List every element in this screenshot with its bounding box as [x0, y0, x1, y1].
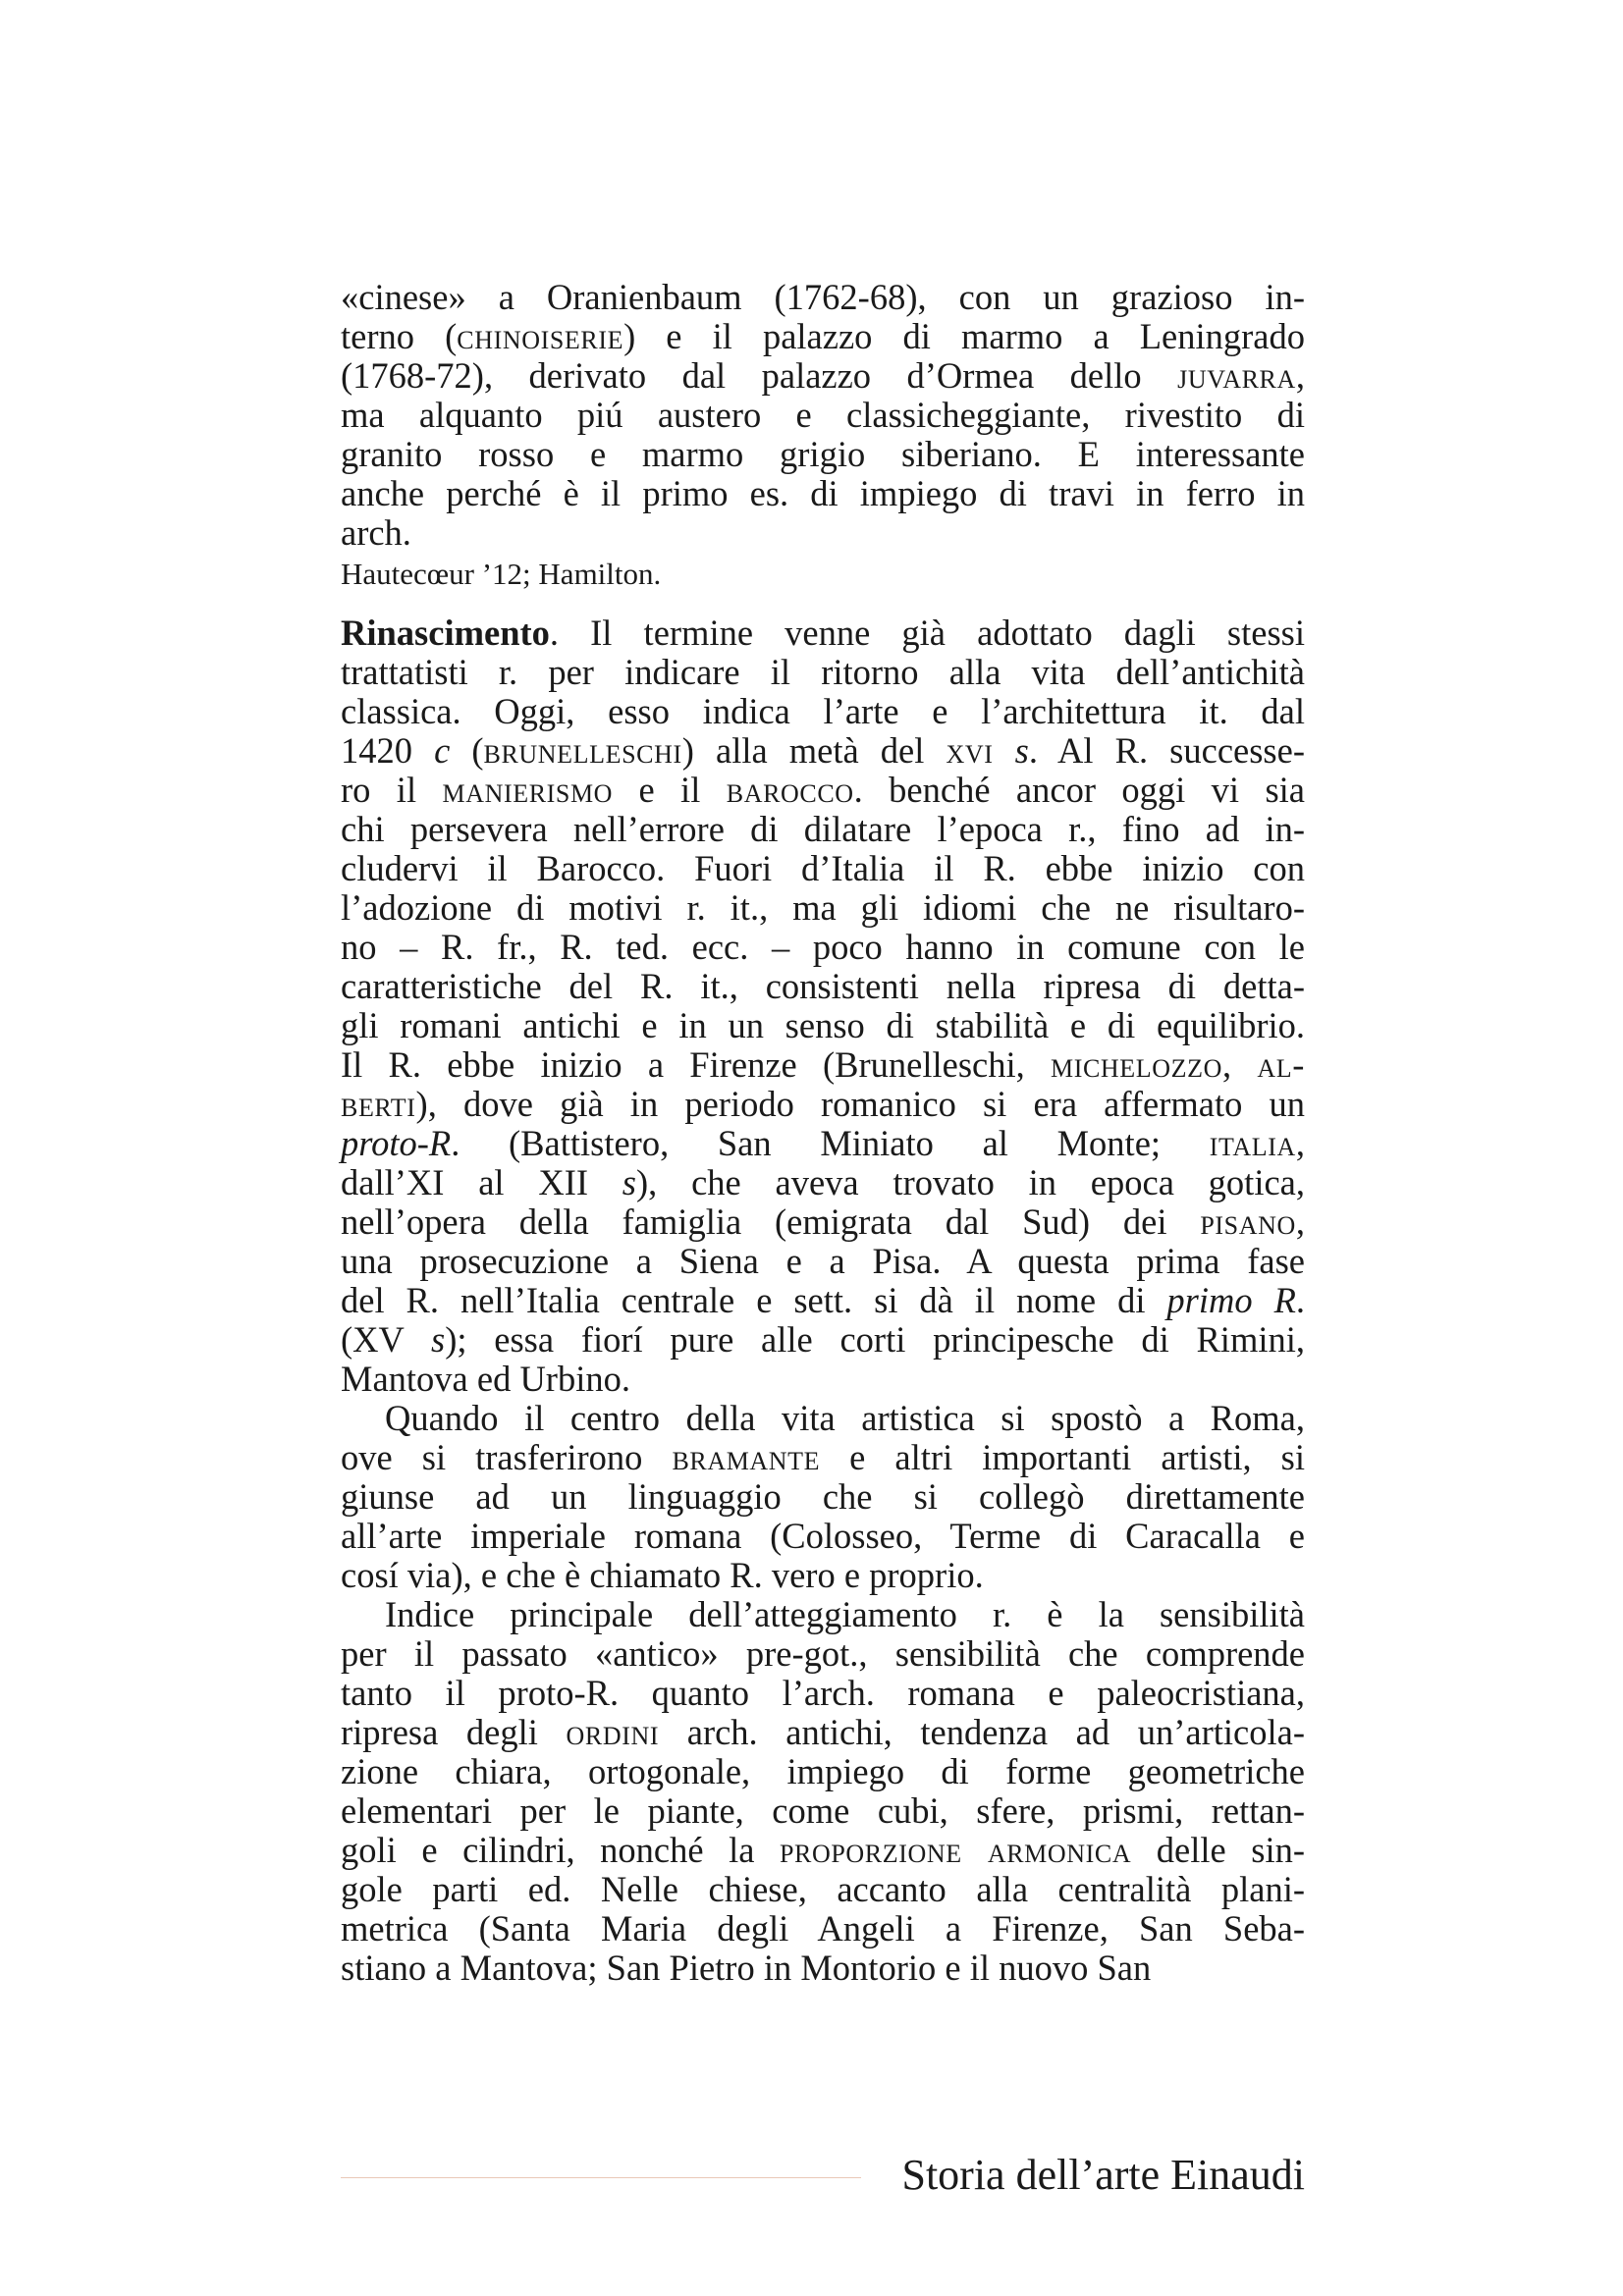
text-line: caratteristiche del R. it., consistenti nella ripresa di detta-	[341, 966, 1305, 1006]
text-line: una prosecuzione a Siena e a Pisa. A questa prima fase	[341, 1241, 1305, 1281]
text-line: Mantova ed Urbino.	[341, 1359, 630, 1399]
text-line: gole parti ed. Nelle chiese, accanto alla centralità plani-	[341, 1869, 1305, 1909]
text-line: ma alquanto piú austero e classicheggiante, rivestito di	[341, 395, 1305, 435]
footer-rule	[341, 2177, 861, 2178]
text-line: dall’XI al XII s), che aveva trovato in epoca gotica,	[341, 1162, 1305, 1202]
text-line: goli e cilindri, nonché la proporzione armonica delle sin-	[341, 1830, 1305, 1870]
text-line: Rinascimento. Il termine venne già adottato dagli stessi	[341, 613, 1305, 653]
text-line: chi persevera nell’errore di dilatare l’epoca r., fino ad in-	[341, 809, 1305, 849]
footer-title: Storia dell’arte Einaudi	[901, 2151, 1305, 2199]
text-line: Quando il centro della vita artistica si spostò a Roma,	[385, 1398, 1305, 1438]
document-body	[341, 278, 1305, 1988]
text-line: classica. Oggi, esso indica l’arte e l’architettura it. dal	[341, 691, 1305, 731]
text-line: cludervi il Barocco. Fuori d’Italia il R. ebbe inizio con	[341, 848, 1305, 888]
text-line: granito rosso e marmo grigio siberiano. E interessante	[341, 434, 1305, 474]
text-line: del R. nell’Italia centrale e sett. si dà il nome di primo R.	[341, 1280, 1305, 1320]
text-line: elementari per le piante, come cubi, sfere, prismi, rettan-	[341, 1790, 1305, 1831]
text-line: (XV s); essa fiorí pure alle corti principesche di Rimini,	[341, 1319, 1305, 1360]
entry-continuation	[341, 278, 1305, 614]
bibliography-ref: Hautecœur ’12; Hamilton.	[341, 557, 662, 591]
entry-rinascimento	[341, 614, 1305, 1988]
text-line: tanto il proto-R. quanto l’arch. romana e paleocristiana,	[341, 1673, 1305, 1713]
text-line: gli romani antichi e in un senso di stabilità e di equilibrio.	[341, 1005, 1305, 1045]
text-line: no – R. fr., R. ted. ecc. – poco hanno in comune con le	[341, 927, 1305, 967]
text-line: Il R. ebbe inizio a Firenze (Brunelleschi, michelozzo, al-	[341, 1044, 1305, 1085]
text-line: all’arte imperiale romana (Colosseo, Terme di Caracalla e	[341, 1516, 1305, 1556]
text-line: anche perché è il primo es. di impiego di travi in ferro in	[341, 473, 1305, 513]
text-line: stiano a Mantova; San Pietro in Montorio e il nuovo San	[341, 1948, 1152, 1988]
text-line: (1768-72), derivato dal palazzo d’Ormea dello juvarra,	[341, 355, 1305, 396]
text-line: l’adozione di motivi r. it., ma gli idiomi che ne risultaro-	[341, 887, 1305, 928]
text-line: ove si trasferirono bramante e altri importanti artisti, si	[341, 1437, 1305, 1477]
text-line: «cinese» a Oranienbaum (1762-68), con un grazioso in-	[341, 277, 1305, 317]
entry-gap	[341, 596, 1305, 614]
text-line: per il passato «antico» pre-got., sensibilità che comprende	[341, 1633, 1305, 1674]
text-line: terno (chinoiserie) e il palazzo di marmo a Leningrado	[341, 316, 1305, 356]
text-line: nell’opera della famiglia (emigrata dal Sud) dei pisano,	[341, 1201, 1305, 1242]
text-line: proto-R. (Battistero, San Miniato al Monte; italia,	[341, 1123, 1305, 1163]
text-line: ro il manierismo e il barocco. benché ancor oggi vi sia	[341, 770, 1306, 810]
text-line: giunse ad un linguaggio che si collegò direttamente	[341, 1476, 1305, 1517]
text-line: trattatisti r. per indicare il ritorno alla vita dell’antichità	[341, 652, 1305, 692]
text-line: ripresa degli ordini arch. antichi, tendenza ad un’articola-	[341, 1712, 1305, 1752]
text-line: arch.	[341, 512, 411, 553]
text-line: berti), dove già in periodo romanico si era affermato un	[341, 1084, 1305, 1124]
entry-headword: Rinascimento	[341, 613, 550, 653]
text-line: 1420 c (brunelleschi) alla metà del xvi s. Al R. successe-	[341, 730, 1305, 771]
text-line: zione chiara, ortogonale, impiego di forme geometriche	[341, 1751, 1305, 1791]
text-line: cosí via), e che è chiamato R. vero e proprio.	[341, 1555, 984, 1595]
text-line: metrica (Santa Maria degli Angeli a Firenze, San Seba-	[341, 1908, 1305, 1949]
text-line: Indice principale dell’atteggiamento r. è la sensibilità	[385, 1594, 1305, 1634]
